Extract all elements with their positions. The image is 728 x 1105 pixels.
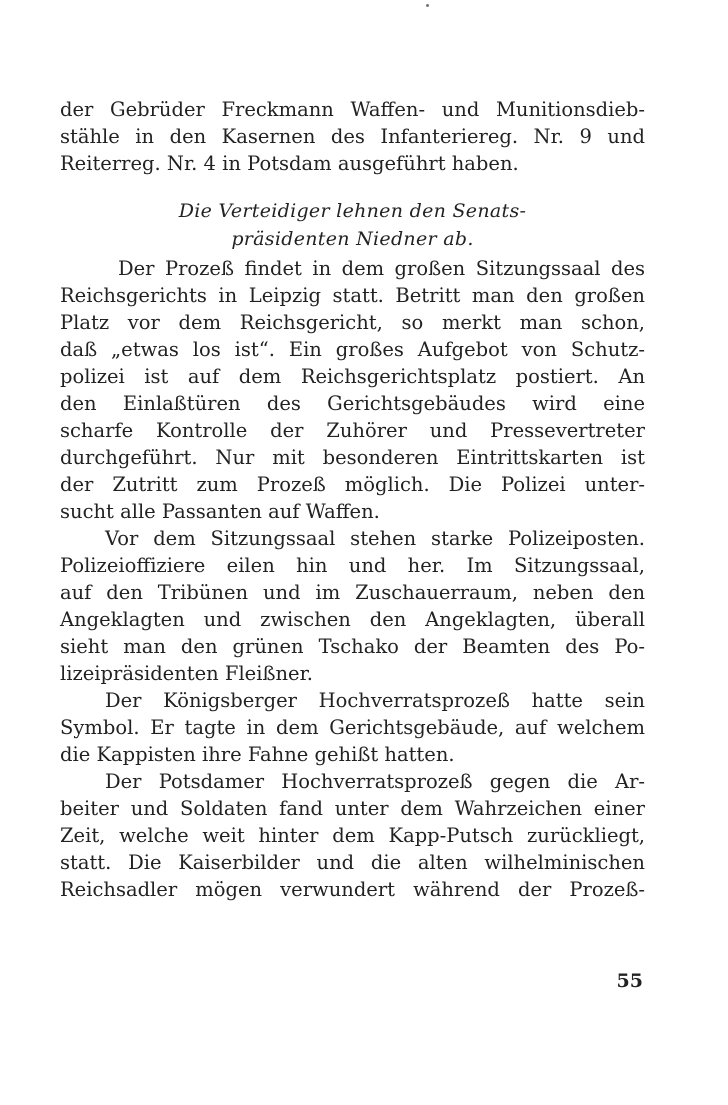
heading-line: präsidenten Niedner ab.	[231, 228, 474, 250]
paragraph-2	[60, 525, 645, 687]
text-line: die Kappisten ihre Fahne gehißt hatten.	[60, 743, 455, 766]
text-line: Symbol. Er tagte in dem Gerichtsgebäude, auf welchem	[60, 716, 645, 739]
page-number: 55	[616, 970, 643, 992]
text-line: Der Königsberger Hochverratsprozeß hatte sein	[105, 689, 645, 712]
text-line: Platz vor dem Reichsgericht, so merkt man schon,	[60, 311, 645, 334]
text-line: scharfe Kontrolle der Zuhörer und Pressevertreter	[60, 419, 645, 442]
section-heading	[60, 197, 645, 253]
text-line: den Einlaßtüren des Gerichtsgebäudes wird eine	[60, 392, 645, 415]
text-line: sucht alle Passanten auf Waffen.	[60, 500, 380, 523]
text-line: Polizeioffiziere eilen hin und her. Im Sitzungssaal,	[60, 554, 645, 577]
text-line: Angeklagten und zwischen den Angeklagten, überall	[60, 608, 645, 631]
text-line: auf den Tribünen und im Zuschauerraum, neben den	[60, 581, 645, 604]
text-line: Reichsgerichts in Leipzig statt. Betritt man den großen	[60, 284, 645, 307]
intro-paragraph	[60, 96, 645, 177]
text-line: sieht man den grünen Tschako der Beamten des Po-	[60, 635, 645, 658]
text-line: Reiterreg. Nr. 4 in Potsdam ausgeführt haben.	[60, 152, 519, 175]
text-line: lizeipräsidenten Fleißner.	[60, 662, 313, 685]
text-line: beiter und Soldaten fand unter dem Wahrzeichen einer	[60, 797, 645, 820]
paragraph-3	[60, 687, 645, 768]
text-line: Der Potsdamer Hochverratsprozeß gegen die Ar-	[105, 770, 645, 793]
text-line: stähle in den Kasernen des Infanteriereg. Nr. 9 und	[60, 125, 645, 148]
text-line: Zeit, welche weit hinter dem Kapp-Putsch zurückliegt,	[60, 824, 645, 847]
text-line: der Gebrüder Freckmann Waffen- und Munitionsdieb-	[60, 98, 645, 121]
paragraph-1	[60, 255, 645, 525]
text-line: Reichsadler mögen verwundert während der Prozeß-	[60, 878, 645, 901]
paragraph-4	[60, 768, 645, 903]
text-line: polizei ist auf dem Reichsgerichtsplatz postiert. An	[60, 365, 645, 388]
text-line: statt. Die Kaiserbilder und die alten wilhelminischen	[60, 851, 645, 874]
text-line: Der Prozeß findet in dem großen Sitzungssaal des	[118, 257, 645, 280]
heading-line: Die Verteidiger lehnen den Senats-	[178, 200, 527, 222]
text-line: Vor dem Sitzungssaal stehen starke Polizeiposten.	[105, 527, 645, 550]
print-speck	[426, 4, 429, 7]
text-line: der Zutritt zum Prozeß möglich. Die Polizei unter-	[60, 473, 645, 496]
text-line: durchgeführt. Nur mit besonderen Eintrittskarten ist	[60, 446, 645, 469]
body-text	[60, 96, 645, 903]
text-line: daß „etwas los ist“. Ein großes Aufgebot von Schutz-	[60, 338, 645, 361]
